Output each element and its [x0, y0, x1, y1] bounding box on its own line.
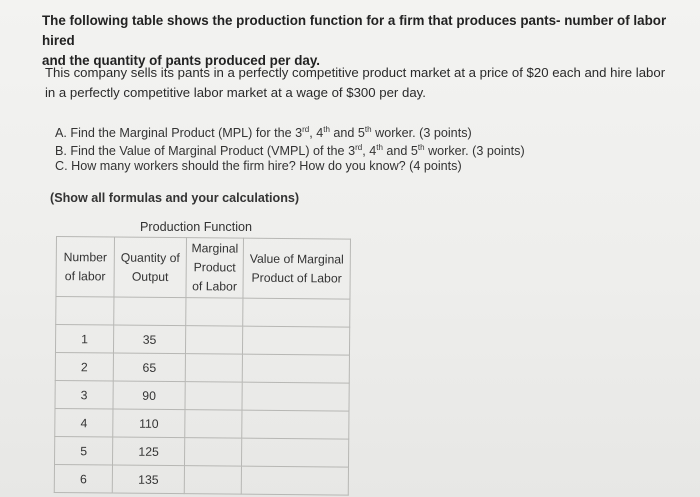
question-c: C. How many workers should the firm hire? How do you know? (4 points) — [55, 159, 462, 173]
vmpl-cell — [242, 326, 349, 355]
table-row — [54, 464, 348, 495]
table-row — [55, 325, 349, 356]
intro-text — [42, 11, 682, 71]
table-spacer-row — [56, 297, 350, 328]
context-line-2: in a perfectly competitive labor market at a wage of $300 per day. — [45, 85, 426, 100]
header-output: Quantity of Output — [114, 237, 187, 298]
labor-cell: 4 — [55, 408, 113, 437]
question-b: B. Find the Value of Marginal Product (VMPL) of the 3rd, 4th and 5th worker. (3 points) — [55, 143, 525, 159]
vmpl-cell — [241, 466, 348, 495]
table-header-row — [56, 237, 351, 300]
labor-cell: 2 — [55, 352, 113, 381]
mpl-cell — [185, 354, 242, 382]
header-mpl: Marginal Product of Labor — [186, 238, 244, 298]
intro-line-1: The following table shows the production function for a firm that produces pants- number of labor hired — [42, 13, 667, 48]
vmpl-cell — [241, 438, 348, 467]
vmpl-cell — [242, 382, 349, 411]
labor-cell: 3 — [55, 380, 113, 409]
mpl-cell — [185, 326, 242, 354]
output-cell: 65 — [113, 353, 185, 382]
context-text — [45, 63, 685, 103]
header-labor: Number of labor — [56, 237, 115, 298]
output-cell: 110 — [113, 409, 185, 438]
intro-line-2: and the quantity of pants produced per day. — [42, 53, 320, 68]
context-line-1: This company sells its pants in a perfectly competitive product market at a price of $20 each and hire labor — [45, 65, 666, 80]
labor-cell: 6 — [54, 464, 112, 493]
header-vmpl: Value of Marginal Product of Labor — [243, 238, 351, 299]
labor-cell: 5 — [55, 436, 113, 465]
vmpl-cell — [242, 354, 349, 383]
table-row — [55, 408, 349, 439]
table-row — [55, 352, 349, 383]
output-cell: 90 — [113, 381, 185, 410]
output-cell: 135 — [112, 465, 184, 494]
show-work-note: (Show all formulas and your calculations) — [50, 191, 300, 205]
mpl-cell — [185, 410, 242, 438]
table-caption: Production Function — [140, 220, 253, 234]
question-a: A. Find the Marginal Product (MPL) for the 3rd, 4th and 5th worker. (3 points) — [55, 125, 472, 141]
table-row — [55, 380, 349, 411]
labor-cell: 1 — [55, 325, 113, 354]
mpl-cell — [185, 438, 242, 466]
mpl-cell — [184, 466, 241, 494]
output-cell: 125 — [113, 437, 185, 466]
table-row — [55, 436, 349, 467]
vmpl-cell — [242, 410, 349, 439]
output-cell: 35 — [113, 325, 185, 354]
production-table — [54, 236, 351, 496]
mpl-cell — [185, 382, 242, 410]
